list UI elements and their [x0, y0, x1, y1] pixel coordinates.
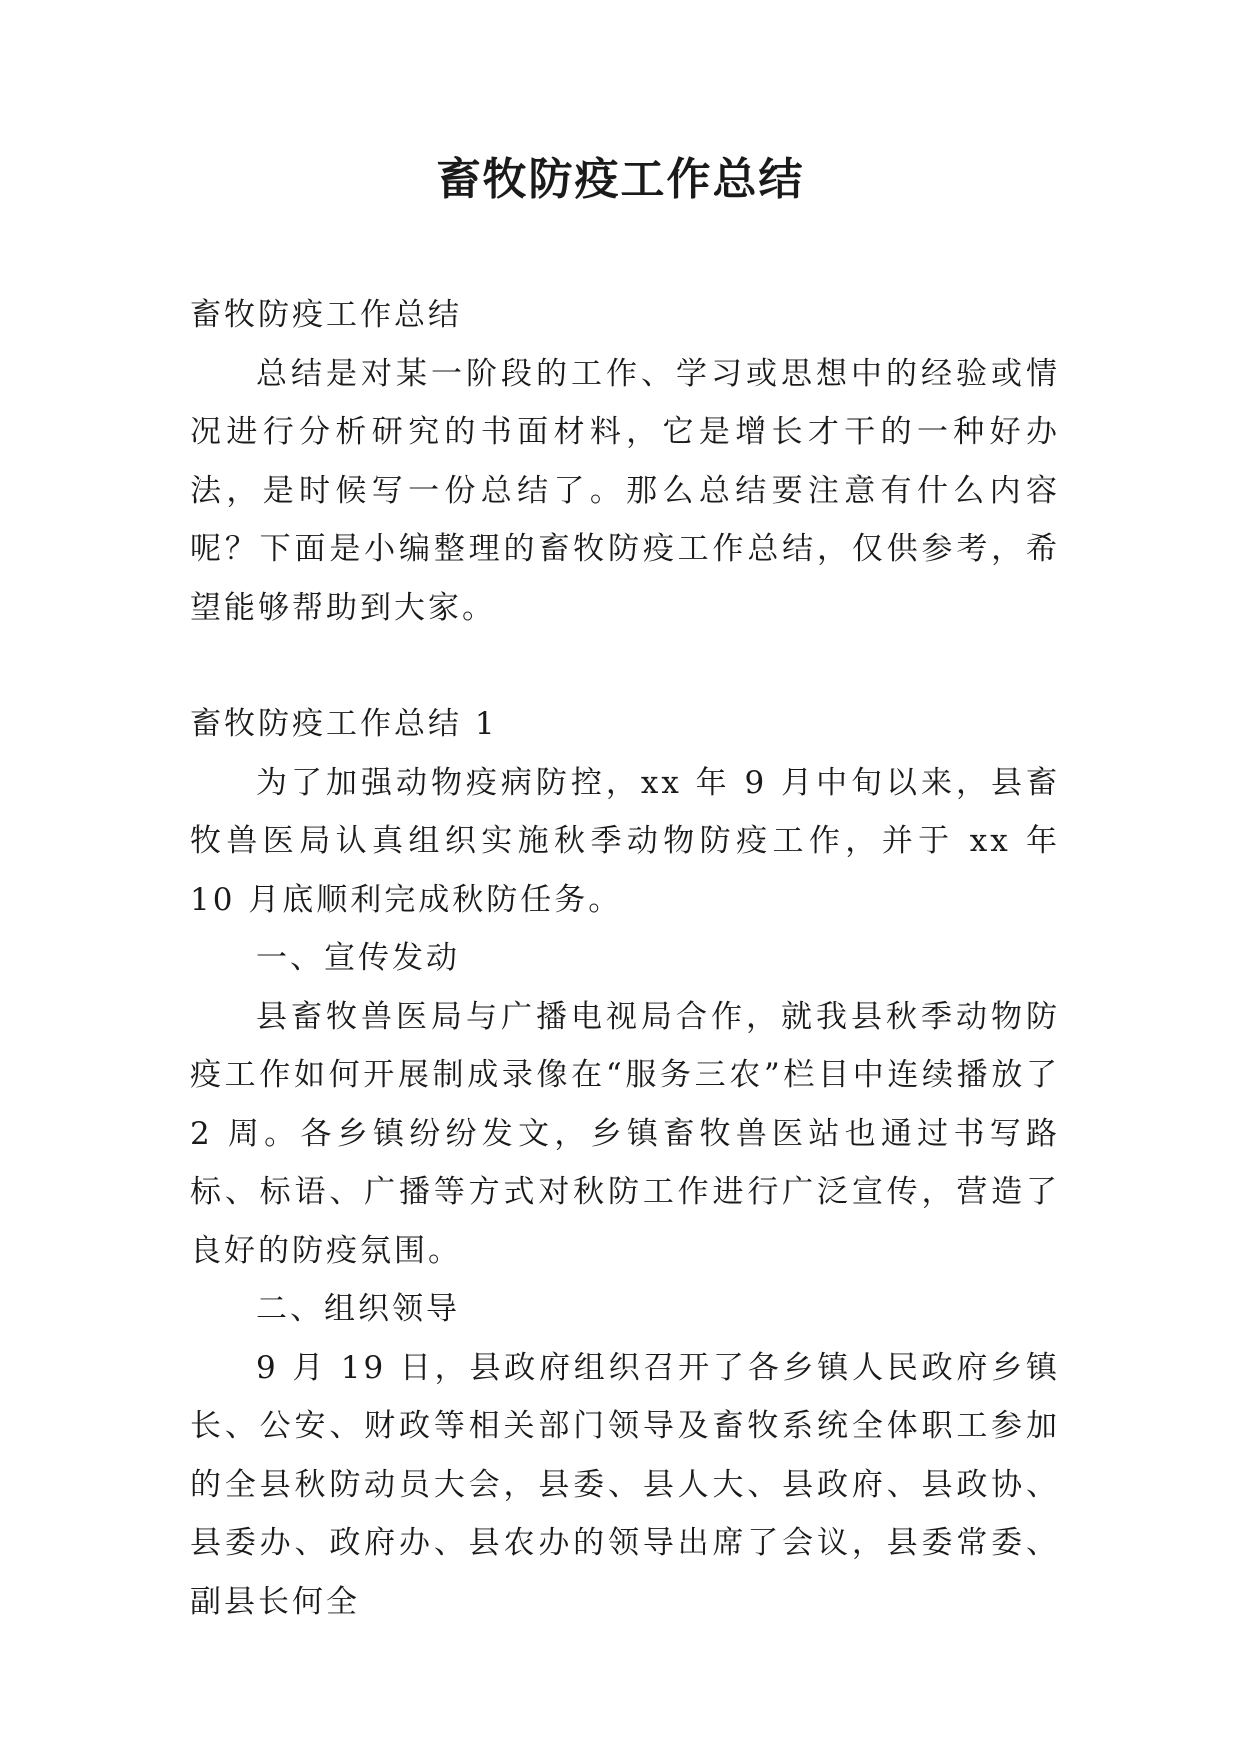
- intro-paragraph: 总结是对某一阶段的工作、学习或思想中的经验或情况进行分析研究的书面材料，它是增长才干的一种好办法，是时候写一份总结了。那么总结要注意有什么内容呢？下面是小编整理的畜牧防疫工作总结，仅供参考，希望能够帮助到大家。: [190, 355, 1060, 626]
- section-title: 畜牧防疫工作总结 1: [190, 706, 498, 742]
- heading-organization: 二、组织领导: [256, 1291, 460, 1327]
- page-title: 畜牧防疫工作总结: [436, 154, 805, 205]
- document-subtitle: 畜牧防疫工作总结: [190, 297, 462, 333]
- paragraph-1: 为了加强动物疫病防控，xx 年 9 月中旬以来，县畜牧兽医局认真组织实施秋季动物防疫工作，并于 xx 年 10 月底顺利完成秋防任务。: [190, 764, 1060, 918]
- paragraph-2: 县畜牧兽医局与广播电视局合作，就我县秋季动物防疫工作如何开展制成录像在“服务三农”栏目中连续播放了 2 周。各乡镇纷纷发文，乡镇畜牧兽医站也通过书写路标、标语、广播等方式对秋防工作进行广泛宣传，营造了良好的防疫氛围。: [190, 998, 1060, 1269]
- paragraph-3: 9 月 19 日，县政府组织召开了各乡镇人民政府乡镇长、公安、财政等相关部门领导及畜牧系统全体职工参加的全县秋防动员大会，县委、县人大、县政府、县政协、县委办、政府办、县农办的领导出席了会议，县委常委、副县长何全: [190, 1349, 1060, 1620]
- section-spacer: [190, 637, 1060, 695]
- document-body: [190, 286, 1060, 1631]
- heading-publicity: 一、宣传发动: [256, 940, 460, 976]
